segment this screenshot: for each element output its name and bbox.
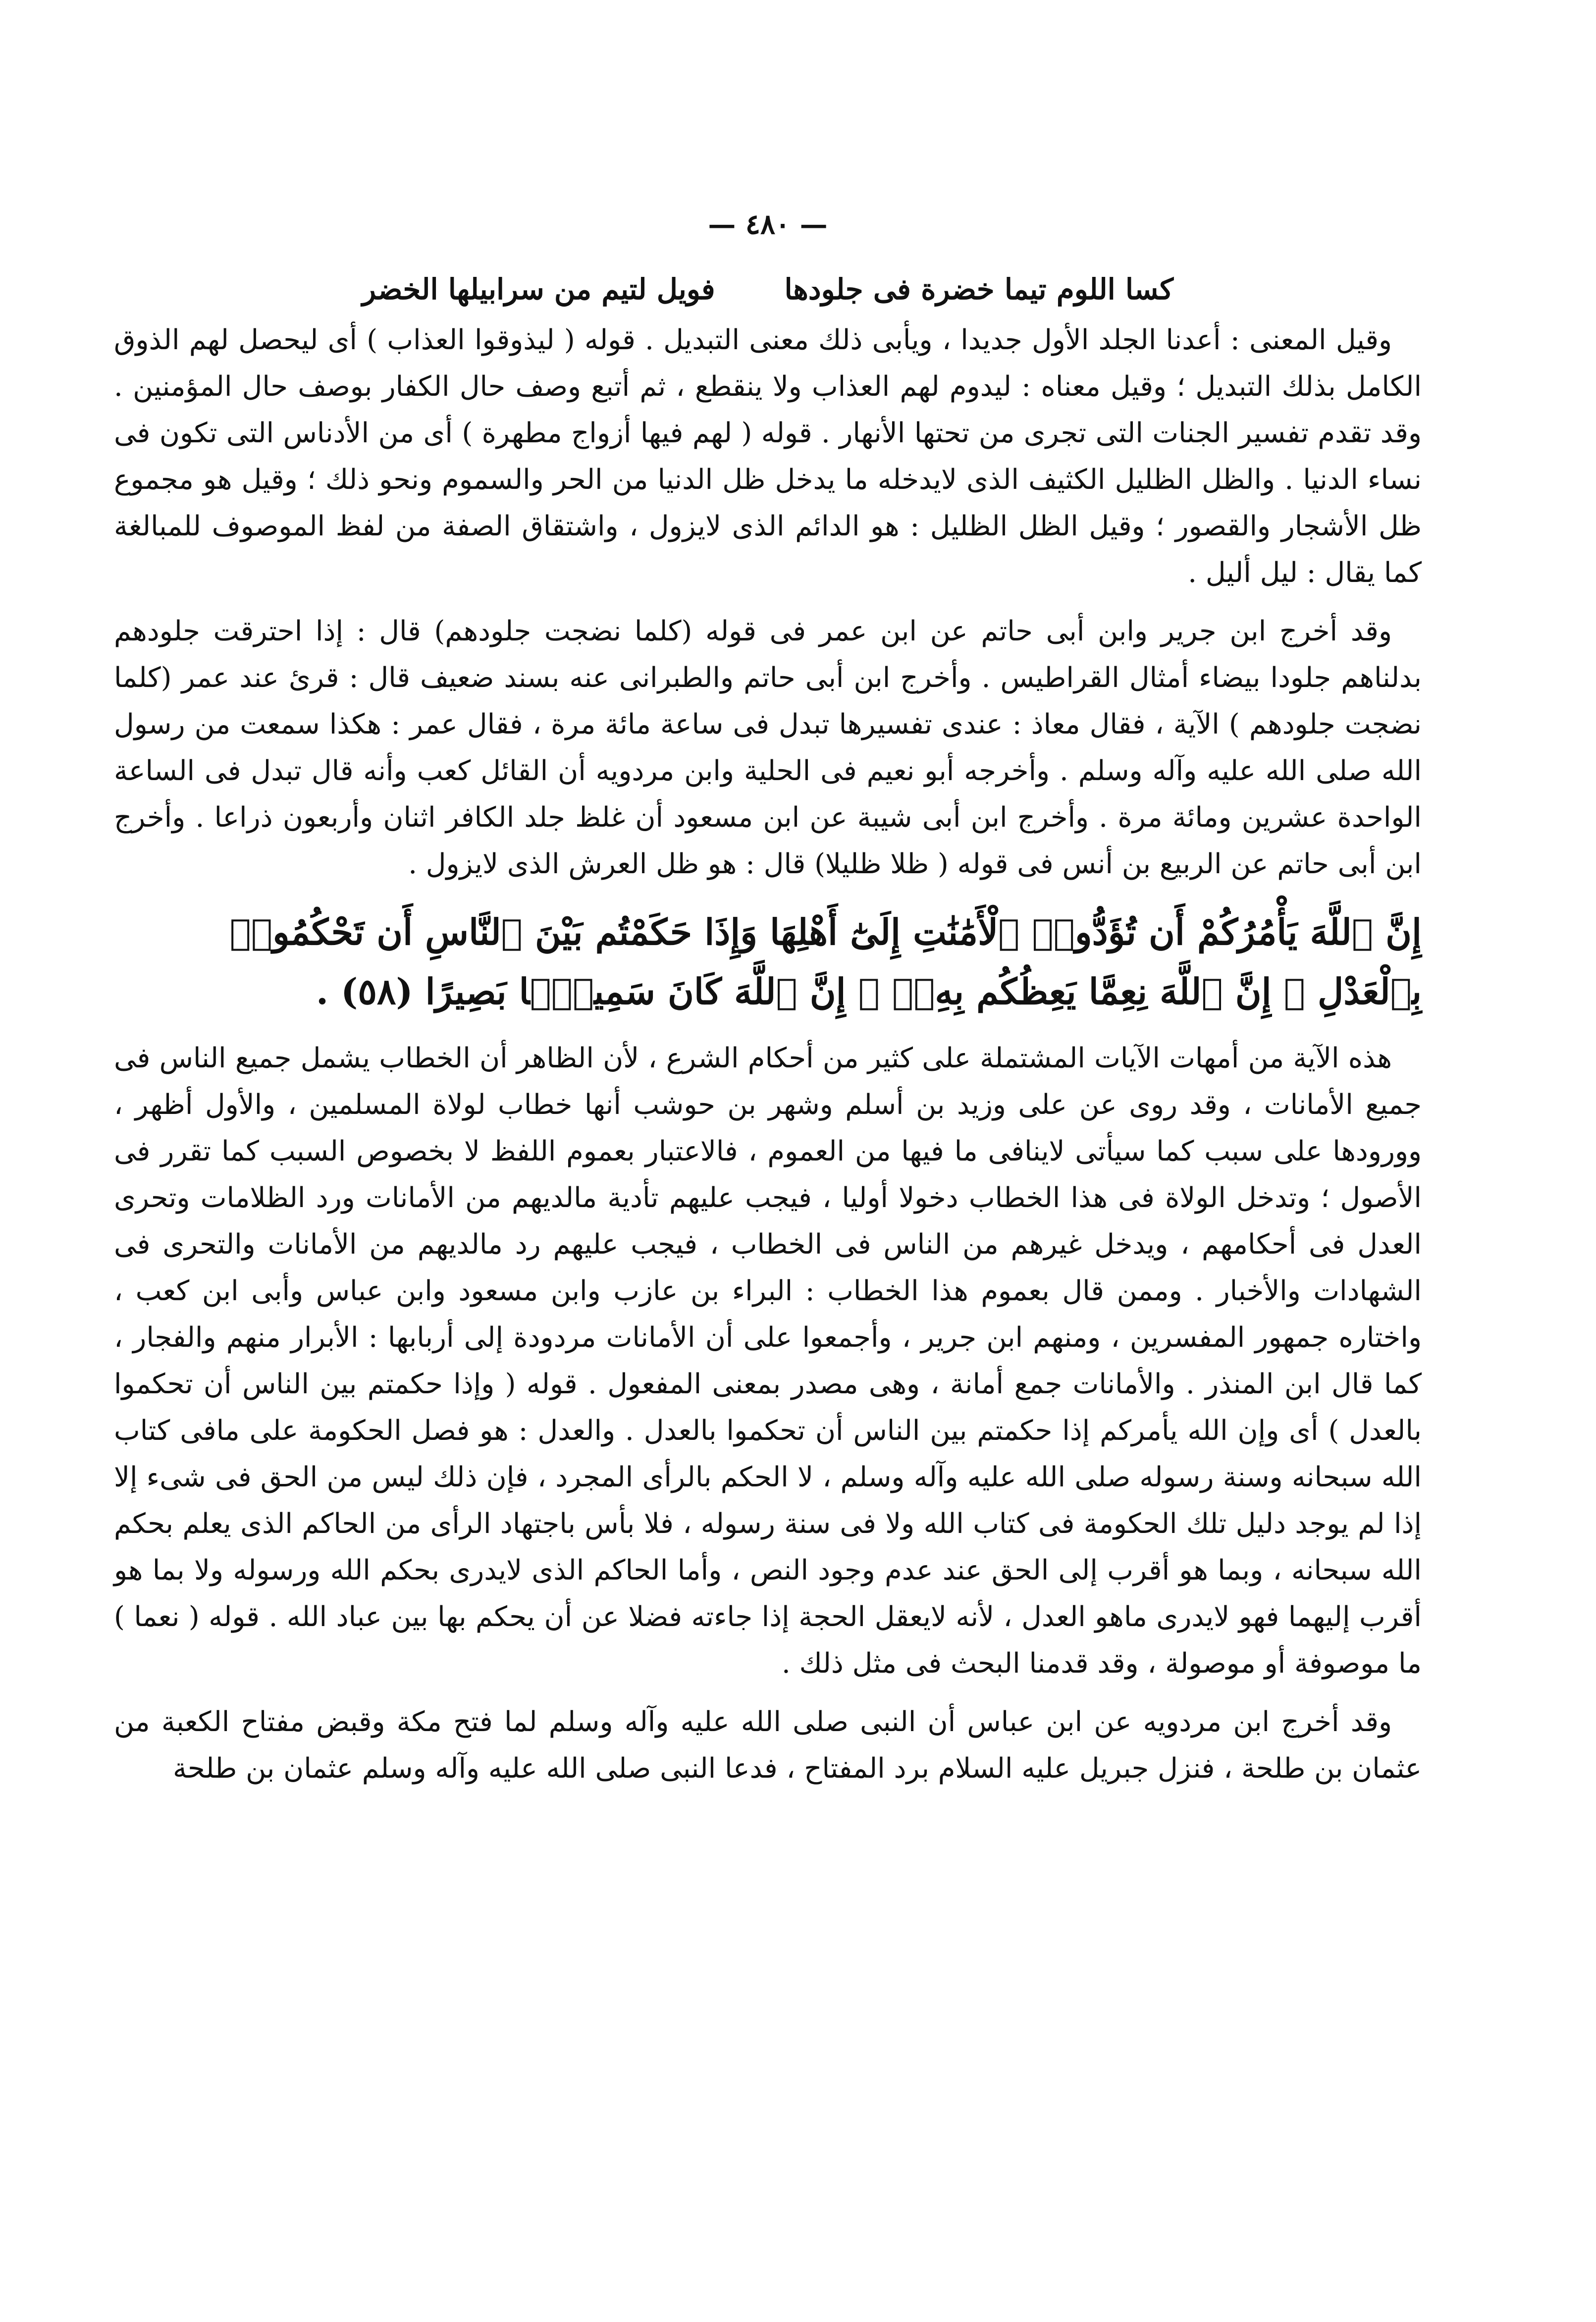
page-body	[114, 208, 1422, 1792]
paragraph-commentary-2: هذه الآية من أمهات الآيات المشتملة على كثير من أحكام الشرع ، لأن الظاهر أن الخطاب يشمل جميع الناس فى جميع الأمانات ، وقد روى عن على وزيد بن أسلم وشهر بن حوشب أنها خطاب لولاة المسلمين ، والأول أظهر ، وورودها على سبب كما سيأتى لاينافى ما فيها من العموم ، فالاعتبار بعموم اللفظ لا بخصوص السبب كما تقرر فى الأصول ؛ وتدخل الولاة فى هذا الخطاب دخولا أوليا ، فيجب عليهم تأدية مالديهم من الأمانات ورد الظلامات وتحرى العدل فى أحكامهم ، ويدخل غيرهم من الناس فى الخطاب ، فيجب عليهم رد مالديهم من الأمانات والتحرى فى الشهادات والأخبار . وممن قال بعموم هذا الخطاب : البراء بن عازب وابن مسعود وابن عباس وأبى ابن كعب ، واختاره جمهور المفسرين ، ومنهم ابن جرير ، وأجمعوا على أن الأمانات مردودة إلى أربابها : الأبرار منهم والفجار ، كما قال ابن المنذر . والأمانات جمع أمانة ، وهى مصدر بمعنى المفعول . قوله ( وإذا حكمتم بين الناس أن تحكموا بالعدل ) أى وإن الله يأمركم إذا حكمتم بين الناس أن تحكموا بالعدل . والعدل : هو فصل الحكومة على مافى كتاب الله سبحانه وسنة رسوله صلى الله عليه وآله وسلم ، لا الحكم بالرأى المجرد ، فإن ذلك ليس من الحق فى شىء إلا إذا لم يوجد دليل تلك الحكومة فى كتاب الله ولا فى سنة رسوله ، فلا بأس باجتهاد الرأى من الحاكم الذى يعلم بحكم الله سبحانه ، وبما هو أقرب إلى الحق عند عدم وجود النص ، وأما الحاكم الذى لايدرى بحكم الله ورسوله ولا بما هو أقرب إليهما فهو لايدرى ماهو العدل ، لأنه لايعقل الحجة إذا جاءته فضلا عن أن يحكم بها بين عباد الله . قوله ( نعما ) ما موصوفة أو موصولة ، وقد قدمنا البحث فى مثل ذلك .	[114, 1042, 1422, 1680]
quran-verse: إِنَّ ٱللَّهَ يَأْمُرُكُمْ أَن تُؤَدُّوا۟ ٱلْأَمَٰنَٰتِ إِلَىٰٓ أَهْلِهَا وَإِذَا حَكَمْتُم بَيْنَ ٱلنَّاسِ أَن تَحْكُمُوا۟ بِٱلْعَدْلِ ۚ إِنَّ ٱللَّهَ نِعِمَّا يَعِظُكُم بِهِۦٓ ۗ إِنَّ ٱللَّهَ كَانَ سَمِيعًۢا بَصِيرًا (٥٨) .	[229, 911, 1422, 1012]
verse-hemistich-right: كسا اللوم تيما خضرة فى جلودها	[784, 272, 1173, 306]
paragraph-narrations-1: وقد أخرج ابن جرير وابن أبى حاتم عن ابن عمر فى قوله (كلما نضجت جلودهم) قال : إذا احترقت جلودهم بدلناهم جلودا بيضاء أمثال القراطيس . وأخرج ابن أبى حاتم والطبرانى عنه بسند ضعيف قال : قرئ عند عمر (كلما نضجت جلودهم ) الآية ، فقال معاذ : عندى تفسيرها تبدل فى ساعة مائة مرة ، فقال عمر : هكذا سمعت من رسول الله صلى الله عليه وآله وسلم . وأخرجه أبو نعيم فى الحلية وابن مردويه أن القائل كعب وأنه قال تبدل فى الساعة الواحدة عشرين ومائة مرة . وأخرج ابن أبى شيبة عن ابن مسعود أن غلظ جلد الكافر اثنان وأربعون ذراعا . وأخرج ابن أبى حاتم عن الربيع بن أنس فى قوله ( ظلا ظليلا) قال : هو ظل العرش الذى لايزول .	[114, 615, 1422, 880]
paragraph-narrations-2: وقد أخرج ابن مردويه عن ابن عباس أن النبى صلى الله عليه وآله وسلم لما فتح مكة وقبض مفتاح الكعبة من عثمان بن طلحة ، فنزل جبريل عليه السلام برد المفتاح ، فدعا النبى صلى الله عليه وآله وسلم عثمان بن طلحة	[114, 1706, 1422, 1785]
verse-hemistich-left: فويل لتيم من سرابيلها الخضر	[362, 272, 715, 306]
poetry-verse	[114, 265, 1422, 313]
paragraph-commentary-1: وقيل المعنى : أعدنا الجلد الأول جديدا ، ويأبى ذلك معنى التبديل . قوله ( ليذوقوا العذاب ) أى ليحصل لهم الذوق الكامل بذلك التبديل ؛ وقيل معناه : ليدوم لهم العذاب ولا ينقطع ، ثم أتبع وصف حال الكفار بوصف حال المؤمنين . وقد تقدم تفسير الجنات التى تجرى من تحتها الأنهار . قوله ( لهم فيها أزواج مطهرة ) أى من الأدناس التى تكون فى نساء الدنيا . والظل الظليل الكثيف الذى لايدخله ما يدخل ظل الدنيا من الحر والسموم ونحو ذلك ؛ وقيل هو مجموع ظل الأشجار والقصور ؛ وقيل الظل الظليل : هو الدائم الذى لايزول ، واشتقاق الصفة من لفظ الموصوف للمبالغة كما يقال : ليل أليل .	[114, 324, 1422, 589]
page-number: — ٤٨٠ —	[708, 208, 828, 241]
